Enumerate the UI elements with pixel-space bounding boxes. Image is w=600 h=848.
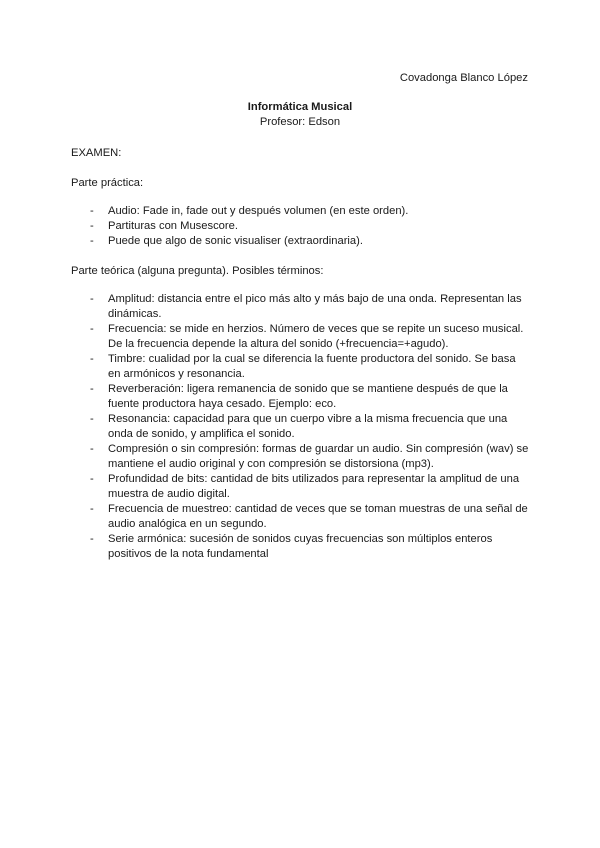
- bullet-dash: -: [90, 443, 94, 455]
- list-item: [90, 412, 530, 442]
- list-item: [90, 322, 530, 352]
- bullet-dash: -: [90, 503, 94, 515]
- list-item-text: Audio: Fade in, fade out y después volumen (en este orden).: [108, 205, 409, 217]
- title-block: [0, 100, 600, 130]
- list-item-text: Puede que algo de sonic visualiser (extraordinaria).: [108, 235, 363, 247]
- bullet-dash: -: [90, 413, 94, 425]
- list-item-text: Timbre: cualidad por la cual se diferencia la fuente productora del sonido. Se basa en armónicos y resonancia.: [108, 353, 516, 380]
- bullet-dash: -: [90, 293, 94, 305]
- document-title: Informática Musical: [247, 101, 353, 113]
- bullet-dash: -: [90, 235, 94, 247]
- list-item-text: Frecuencia: se mide en herzios. Número de veces que se repite un suceso musical. De la frecuencia depende la altura del sonido (+frecuencia=+agudo).: [108, 323, 524, 350]
- list-item-text: Serie armónica: sucesión de sonidos cuyas frecuencias son múltiplos enteros positivos de la nota fundamental: [108, 533, 493, 560]
- list-item-text: Amplitud: distancia entre el pico más alto y más bajo de una onda. Representan las dinámicas.: [108, 293, 522, 320]
- theory-list: [90, 292, 530, 562]
- bullet-dash: -: [90, 533, 94, 545]
- document-subtitle: Profesor: Edson: [259, 116, 341, 128]
- bullet-dash: -: [90, 383, 94, 395]
- list-item: [90, 204, 530, 219]
- theory-heading: Parte teórica (alguna pregunta). Posibles términos:: [71, 265, 324, 277]
- list-item: [90, 442, 530, 472]
- author-name: Covadonga Blanco López: [399, 72, 528, 84]
- list-item-text: Resonancia: capacidad para que un cuerpo vibre a la misma frecuencia que una onda de sonido, y amplifica el sonido.: [108, 413, 508, 440]
- list-item-text: Frecuencia de muestreo: cantidad de veces que se toman muestras de una señal de audio analógica en un segundo.: [108, 503, 528, 530]
- list-item: [90, 532, 530, 562]
- list-item: [90, 352, 530, 382]
- list-item-text: Partituras con Musescore.: [108, 220, 238, 232]
- list-item-text: Compresión o sin compresión: formas de guardar un audio. Sin compresión (wav) se mantiene el audio original y con compresión se distorsiona (mp3).: [108, 443, 529, 470]
- list-item: [90, 292, 530, 322]
- bullet-dash: -: [90, 353, 94, 365]
- bullet-dash: -: [90, 323, 94, 335]
- list-item-text: Reverberación: ligera remanencia de sonido que se mantiene después de que la fuente productora haya cesado. Ejemplo: eco.: [108, 383, 508, 410]
- list-item: [90, 472, 530, 502]
- bullet-dash: -: [90, 473, 94, 485]
- list-item: [90, 382, 530, 412]
- list-item: [90, 234, 530, 249]
- practical-list: [90, 204, 530, 249]
- list-item: [90, 219, 530, 234]
- bullet-dash: -: [90, 205, 94, 217]
- list-item-text: Profundidad de bits: cantidad de bits utilizados para representar la amplitud de una muestra de audio digital.: [108, 473, 520, 500]
- bullet-dash: -: [90, 220, 94, 232]
- list-item: [90, 502, 530, 532]
- practical-heading: Parte práctica:: [71, 177, 144, 189]
- exam-heading: EXAMEN:: [71, 147, 122, 159]
